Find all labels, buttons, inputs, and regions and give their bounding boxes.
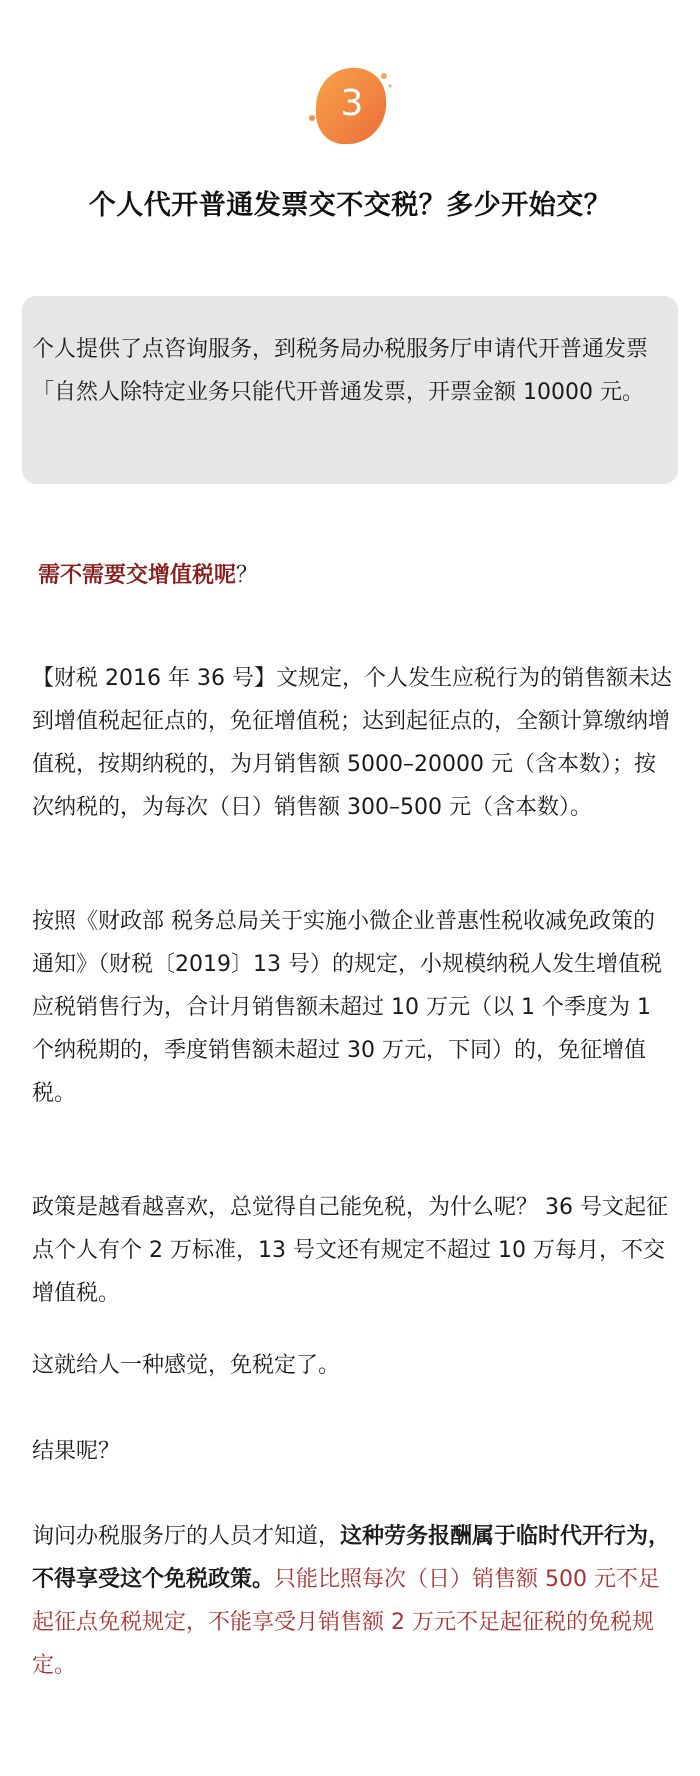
section-heading — [38, 558, 258, 594]
paragraph-6-bold: 这种劳务报酬属于临时代开行为，不得享受这个免税政策。 — [32, 1524, 671, 1592]
section-number-badge — [300, 62, 400, 152]
paragraph-5: 结果呢？ — [32, 1439, 121, 1464]
badge-number: 3 — [340, 83, 364, 124]
quote-text: 个人提供了点咨询服务，到税务局办税服务厅申请代开普通发票「自然人除特定业务只能代开普通发票，开票金额 10000 元。 — [32, 337, 649, 405]
paragraph-6-normal: 询问办税服务厅的人员才知道， — [32, 1524, 341, 1549]
paragraph-3: 政策是越看越喜欢，总觉得自己能免税，为什么呢？ 36 号文起征点个人有个 2 万标准，13 号文还有规定不超过 10 万每月，不交增值税。 — [32, 1195, 668, 1306]
section-heading-text: 需不需要交增值税呢 — [38, 563, 237, 588]
paragraph-1: 【财税 2016 年 36 号】文规定，个人发生应税行为的销售额未达到增值税起征点的，免征增值税；达到起征点的，全额计算缴纳增值税，按期纳税的，为月销售额 5000–20000 元（含本数）；按次纳税的，为每次（日）销售额 300–500 元（含本数）。 — [32, 666, 672, 820]
paragraph-4: 这就给人一种感觉，免税定了。 — [32, 1353, 341, 1378]
quote-box — [22, 296, 678, 484]
paragraph-6 — [32, 1515, 672, 1687]
page-title: 个人代开普通发票交不交税？多少开始交？ — [88, 190, 612, 221]
paragraph-6-red: 只能比照每次（日）销售额 500 元不足起征点免税规定，不能享受月销售额 2 万元不足起征税的免税规定。 — [32, 1567, 660, 1678]
section-heading-mark: ？ — [236, 563, 259, 588]
paragraph-2: 按照《财政部 税务总局关于实施小微企业普惠性税收减免政策的通知》（财税〔2019〕13 号）的规定，小规模纳税人发生增值税应税销售行为，合计月销售额未超过 10 万元（以 1 个季度为 1 个纳税期的，季度销售额未超过 30 万元，下同）的，免征增值税。 — [32, 909, 662, 1106]
